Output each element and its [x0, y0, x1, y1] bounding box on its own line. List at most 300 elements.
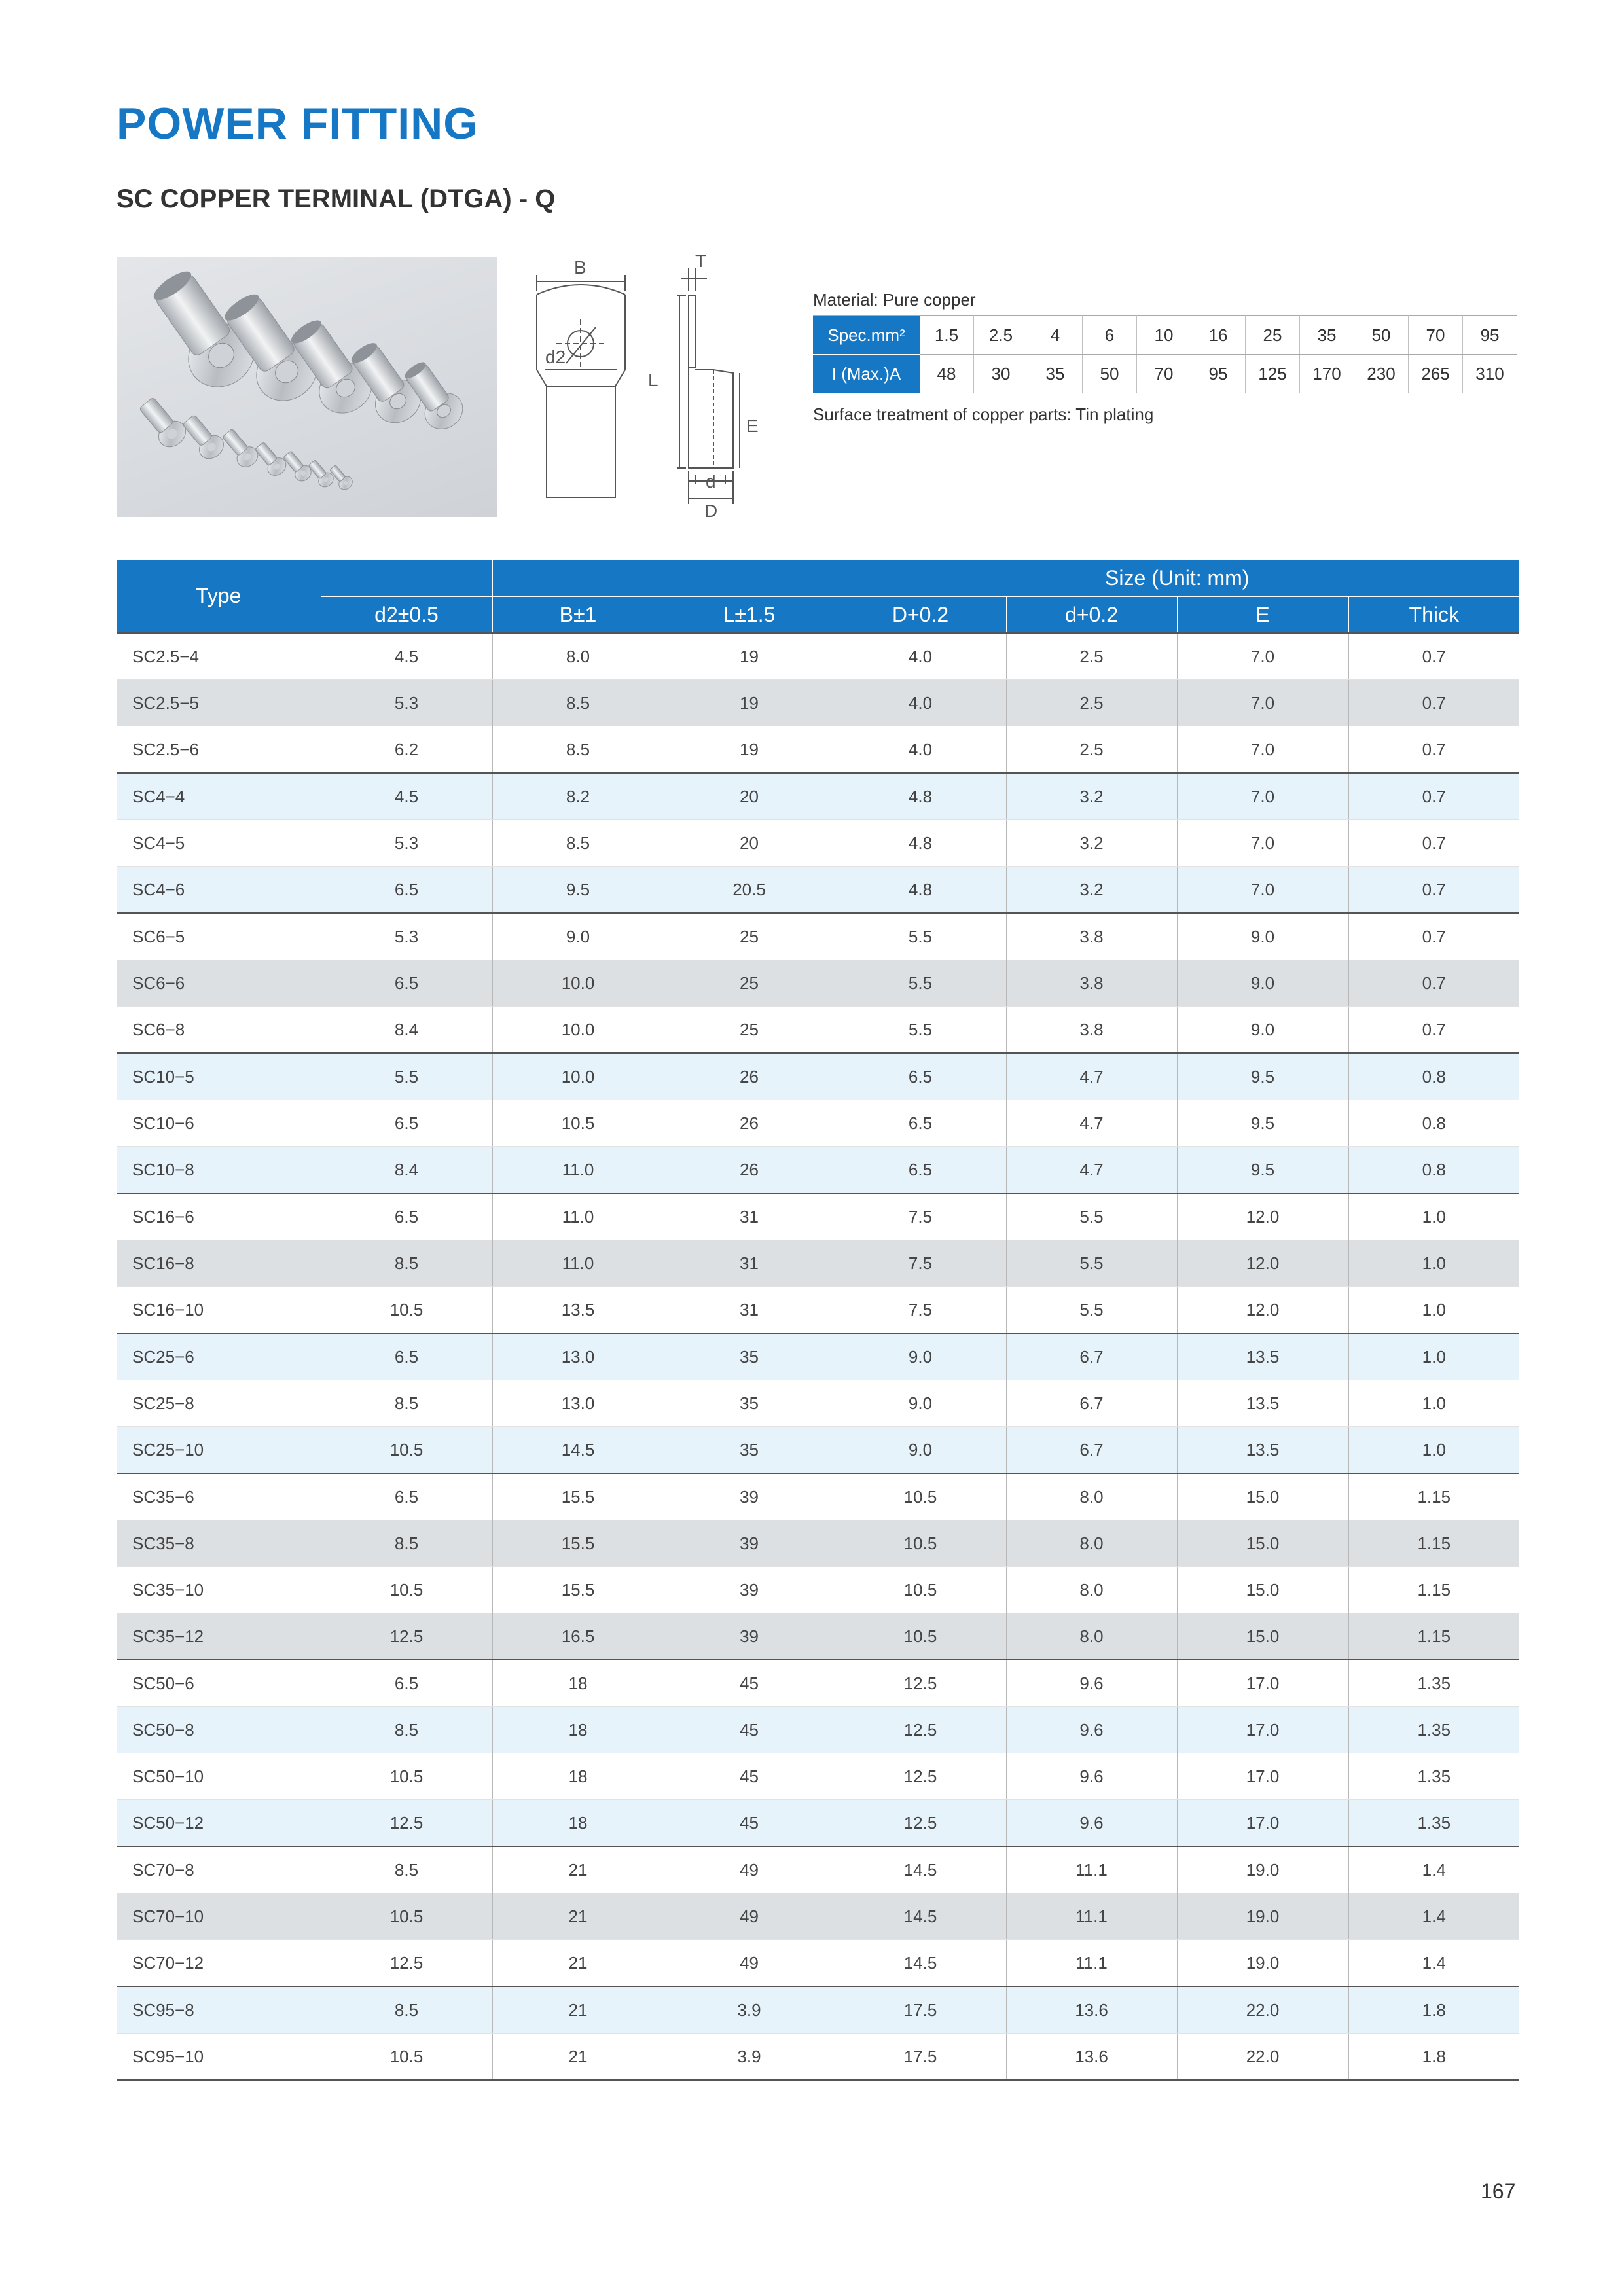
spec-cell: 70: [1409, 316, 1463, 355]
column-header: d+0.2: [1006, 597, 1177, 634]
value-cell: 8.4: [321, 1147, 492, 1194]
value-cell: 14.5: [835, 1940, 1006, 1987]
value-cell: 4.0: [835, 633, 1006, 680]
table-row: [117, 1800, 1519, 1847]
value-cell: 12.0: [1177, 1287, 1348, 1334]
value-cell: 1.35: [1348, 1800, 1519, 1847]
value-cell: 14.5: [492, 1427, 664, 1474]
value-cell: 3.9: [664, 1986, 835, 2034]
value-cell: 7.5: [835, 1193, 1006, 1240]
value-cell: 10.5: [321, 1427, 492, 1474]
value-cell: 39: [664, 1520, 835, 1567]
value-cell: 8.5: [492, 680, 664, 726]
value-cell: 0.7: [1348, 773, 1519, 820]
terminal-dimensions-table: [117, 560, 1519, 2081]
table-row: [117, 1193, 1519, 1240]
column-header: L±1.5: [664, 597, 835, 634]
value-cell: 1.4: [1348, 1846, 1519, 1893]
type-cell: SC6−8: [117, 1007, 321, 1054]
value-cell: 17.0: [1177, 1800, 1348, 1847]
value-cell: 1.8: [1348, 2034, 1519, 2081]
table-row: [117, 1846, 1519, 1893]
value-cell: 13.5: [1177, 1380, 1348, 1427]
value-cell: 21: [492, 2034, 664, 2081]
value-cell: 1.35: [1348, 1753, 1519, 1800]
type-cell: SC50−8: [117, 1707, 321, 1753]
value-cell: 0.7: [1348, 680, 1519, 726]
value-cell: 15.0: [1177, 1473, 1348, 1520]
type-cell: SC4−5: [117, 820, 321, 867]
value-cell: 8.5: [321, 1707, 492, 1753]
value-cell: 5.3: [321, 680, 492, 726]
value-cell: 26: [664, 1147, 835, 1194]
value-cell: 45: [664, 1707, 835, 1753]
column-header: Thick: [1348, 597, 1519, 634]
value-cell: 9.0: [835, 1427, 1006, 1474]
value-cell: 35: [664, 1427, 835, 1474]
value-cell: 9.5: [492, 867, 664, 914]
value-cell: 3.9: [664, 2034, 835, 2081]
table-row: [117, 1473, 1519, 1520]
value-cell: 6.5: [321, 960, 492, 1007]
value-cell: 45: [664, 1660, 835, 1707]
current-cell: 125: [1246, 355, 1300, 393]
page-title: POWER FITTING: [117, 99, 479, 149]
value-cell: 1.0: [1348, 1193, 1519, 1240]
product-photo: [117, 257, 497, 517]
type-header: Type: [117, 560, 321, 633]
value-cell: 0.8: [1348, 1147, 1519, 1194]
table-row: [117, 1893, 1519, 1940]
value-cell: 15.5: [492, 1473, 664, 1520]
current-cell: 310: [1463, 355, 1517, 393]
value-cell: 13.5: [492, 1287, 664, 1334]
value-cell: 9.0: [492, 913, 664, 960]
value-cell: 7.5: [835, 1240, 1006, 1287]
value-cell: 25: [664, 960, 835, 1007]
spec-cell: 6: [1083, 316, 1137, 355]
type-cell: SC70−12: [117, 1940, 321, 1987]
value-cell: 8.5: [321, 1240, 492, 1287]
value-cell: 8.5: [321, 1986, 492, 2034]
table-row: [117, 1427, 1519, 1474]
value-cell: 18: [492, 1800, 664, 1847]
value-cell: 19.0: [1177, 1846, 1348, 1893]
value-cell: 9.6: [1006, 1800, 1177, 1847]
value-cell: 1.0: [1348, 1333, 1519, 1380]
value-cell: 4.5: [321, 633, 492, 680]
dim-label-d2: d2: [545, 347, 566, 367]
value-cell: 4.7: [1006, 1053, 1177, 1100]
value-cell: 12.0: [1177, 1240, 1348, 1287]
spec-cell: 95: [1463, 316, 1517, 355]
current-cell: 70: [1137, 355, 1191, 393]
value-cell: 0.8: [1348, 1053, 1519, 1100]
type-cell: SC70−10: [117, 1893, 321, 1940]
value-cell: 1.35: [1348, 1707, 1519, 1753]
value-cell: 10.5: [835, 1613, 1006, 1660]
table-row: [117, 1707, 1519, 1753]
type-cell: SC50−6: [117, 1660, 321, 1707]
value-cell: 1.0: [1348, 1380, 1519, 1427]
value-cell: 13.6: [1006, 2034, 1177, 2081]
type-cell: SC2.5−4: [117, 633, 321, 680]
value-cell: 15.5: [492, 1520, 664, 1567]
type-cell: SC4−4: [117, 773, 321, 820]
table-row: [117, 1380, 1519, 1427]
type-cell: SC25−10: [117, 1427, 321, 1474]
copper-terminal-lugs-icon: [117, 257, 497, 517]
value-cell: 3.2: [1006, 773, 1177, 820]
value-cell: 18: [492, 1660, 664, 1707]
value-cell: 5.5: [1006, 1240, 1177, 1287]
dim-label-d-large: D: [704, 501, 718, 521]
type-cell: SC16−10: [117, 1287, 321, 1334]
value-cell: 0.7: [1348, 913, 1519, 960]
value-cell: 10.5: [321, 1567, 492, 1613]
value-cell: 19: [664, 633, 835, 680]
value-cell: 15.0: [1177, 1613, 1348, 1660]
value-cell: 8.0: [1006, 1613, 1177, 1660]
value-cell: 19: [664, 726, 835, 774]
type-cell: SC16−6: [117, 1193, 321, 1240]
spec-cell: 35: [1300, 316, 1354, 355]
value-cell: 9.5: [1177, 1147, 1348, 1194]
value-cell: 31: [664, 1240, 835, 1287]
value-cell: 5.5: [835, 913, 1006, 960]
value-cell: 35: [664, 1333, 835, 1380]
value-cell: 0.7: [1348, 820, 1519, 867]
value-cell: 31: [664, 1287, 835, 1334]
value-cell: 12.5: [321, 1613, 492, 1660]
spec-cell: 1.5: [920, 316, 974, 355]
table-row: [117, 1660, 1519, 1707]
value-cell: 8.5: [321, 1846, 492, 1893]
value-cell: 6.5: [321, 1473, 492, 1520]
value-cell: 10.5: [321, 2034, 492, 2081]
value-cell: 35: [664, 1380, 835, 1427]
surface-treatment-note: Surface treatment of copper parts: Tin plating: [813, 404, 1154, 424]
value-cell: 7.0: [1177, 633, 1348, 680]
value-cell: 4.0: [835, 726, 1006, 774]
value-cell: 6.7: [1006, 1333, 1177, 1380]
technical-drawing: [517, 255, 799, 530]
value-cell: 26: [664, 1053, 835, 1100]
value-cell: 20: [664, 773, 835, 820]
type-cell: SC95−10: [117, 2034, 321, 2081]
dim-label-l: L: [648, 370, 659, 390]
value-cell: 9.0: [1177, 1007, 1348, 1054]
value-cell: 17.0: [1177, 1753, 1348, 1800]
value-cell: 6.5: [321, 1333, 492, 1380]
value-cell: 10.0: [492, 960, 664, 1007]
value-cell: 6.7: [1006, 1380, 1177, 1427]
value-cell: 3.2: [1006, 820, 1177, 867]
table-row: [117, 1520, 1519, 1567]
value-cell: 0.7: [1348, 1007, 1519, 1054]
value-cell: 15.0: [1177, 1520, 1348, 1567]
value-cell: 25: [664, 913, 835, 960]
value-cell: 25: [664, 1007, 835, 1054]
value-cell: 31: [664, 1193, 835, 1240]
value-cell: 12.5: [321, 1940, 492, 1987]
current-cell: 230: [1354, 355, 1409, 393]
type-cell: SC10−5: [117, 1053, 321, 1100]
value-cell: 10.0: [492, 1007, 664, 1054]
value-cell: 6.7: [1006, 1427, 1177, 1474]
value-cell: 6.5: [835, 1147, 1006, 1194]
value-cell: 3.8: [1006, 1007, 1177, 1054]
value-cell: 17.0: [1177, 1660, 1348, 1707]
table-row: [117, 1287, 1519, 1334]
spec-row-label: Spec.mm²: [813, 316, 920, 355]
value-cell: 3.8: [1006, 960, 1177, 1007]
value-cell: 15.5: [492, 1567, 664, 1613]
dim-label-d-small: d: [706, 471, 716, 492]
table-row: [117, 867, 1519, 914]
value-cell: 26: [664, 1100, 835, 1147]
spec-cell: 10: [1137, 316, 1191, 355]
type-cell: SC25−8: [117, 1380, 321, 1427]
value-cell: 5.3: [321, 820, 492, 867]
column-header: B±1: [492, 597, 664, 634]
value-cell: 3.2: [1006, 867, 1177, 914]
value-cell: 14.5: [835, 1846, 1006, 1893]
value-cell: 8.0: [1006, 1567, 1177, 1613]
type-cell: SC2.5−5: [117, 680, 321, 726]
column-header: d2±0.5: [321, 597, 492, 634]
value-cell: 9.0: [835, 1380, 1006, 1427]
table-row: [117, 1100, 1519, 1147]
column-header: D+0.2: [835, 597, 1006, 634]
value-cell: 4.8: [835, 820, 1006, 867]
current-cell: 50: [1083, 355, 1137, 393]
value-cell: 8.0: [1006, 1473, 1177, 1520]
value-cell: 0.7: [1348, 726, 1519, 774]
value-cell: 5.5: [1006, 1287, 1177, 1334]
value-cell: 18: [492, 1707, 664, 1753]
value-cell: 8.5: [321, 1380, 492, 1427]
value-cell: 12.0: [1177, 1193, 1348, 1240]
spec-cell: 2.5: [974, 316, 1028, 355]
value-cell: 9.0: [835, 1333, 1006, 1380]
value-cell: 9.6: [1006, 1707, 1177, 1753]
value-cell: 20.5: [664, 867, 835, 914]
value-cell: 16.5: [492, 1613, 664, 1660]
table-body: [117, 633, 1519, 2080]
value-cell: 5.3: [321, 913, 492, 960]
value-cell: 1.4: [1348, 1893, 1519, 1940]
value-cell: 5.5: [1006, 1193, 1177, 1240]
table-row: [117, 1147, 1519, 1194]
value-cell: 1.15: [1348, 1520, 1519, 1567]
current-cell: 48: [920, 355, 974, 393]
value-cell: 14.5: [835, 1893, 1006, 1940]
type-cell: SC50−12: [117, 1800, 321, 1847]
value-cell: 4.7: [1006, 1147, 1177, 1194]
value-cell: 0.7: [1348, 867, 1519, 914]
type-cell: SC6−6: [117, 960, 321, 1007]
value-cell: 13.5: [1177, 1427, 1348, 1474]
column-header: E: [1177, 597, 1348, 634]
value-cell: 10.5: [321, 1287, 492, 1334]
value-cell: 1.15: [1348, 1613, 1519, 1660]
product-subtitle: SC COPPER TERMINAL (DTGA) - Q: [117, 185, 556, 213]
value-cell: 1.0: [1348, 1240, 1519, 1287]
value-cell: 39: [664, 1567, 835, 1613]
value-cell: 6.5: [321, 1100, 492, 1147]
value-cell: 4.8: [835, 867, 1006, 914]
value-cell: 10.5: [835, 1473, 1006, 1520]
value-cell: 5.5: [835, 960, 1006, 1007]
value-cell: 17.0: [1177, 1707, 1348, 1753]
table-row: [117, 1986, 1519, 2034]
type-cell: SC35−10: [117, 1567, 321, 1613]
table-row: [117, 1333, 1519, 1380]
value-cell: 18: [492, 1753, 664, 1800]
value-cell: 10.5: [835, 1567, 1006, 1613]
value-cell: 9.6: [1006, 1660, 1177, 1707]
value-cell: 9.5: [1177, 1100, 1348, 1147]
value-cell: 3.8: [1006, 913, 1177, 960]
value-cell: 45: [664, 1753, 835, 1800]
table-row: [117, 773, 1519, 820]
value-cell: 1.8: [1348, 1986, 1519, 2034]
value-cell: 19.0: [1177, 1893, 1348, 1940]
spec-cell: 16: [1191, 316, 1246, 355]
value-cell: 11.1: [1006, 1893, 1177, 1940]
value-cell: 8.4: [321, 1007, 492, 1054]
value-cell: 9.5: [1177, 1053, 1348, 1100]
value-cell: 8.0: [1006, 1520, 1177, 1567]
value-cell: 7.0: [1177, 773, 1348, 820]
type-cell: SC95−8: [117, 1986, 321, 2034]
value-cell: 5.5: [321, 1053, 492, 1100]
value-cell: 6.2: [321, 726, 492, 774]
value-cell: 7.0: [1177, 820, 1348, 867]
table-row: [117, 1240, 1519, 1287]
dim-label-t: T: [695, 255, 707, 271]
type-cell: SC70−8: [117, 1846, 321, 1893]
value-cell: 8.5: [492, 726, 664, 774]
page-number: 167: [1481, 2179, 1516, 2203]
value-cell: 12.5: [321, 1800, 492, 1847]
type-cell: SC10−8: [117, 1147, 321, 1194]
value-cell: 12.5: [835, 1800, 1006, 1847]
table-row: [117, 960, 1519, 1007]
value-cell: 7.0: [1177, 680, 1348, 726]
type-cell: SC35−8: [117, 1520, 321, 1567]
value-cell: 6.5: [321, 1193, 492, 1240]
value-cell: 0.8: [1348, 1100, 1519, 1147]
type-cell: SC35−12: [117, 1613, 321, 1660]
value-cell: 10.5: [492, 1100, 664, 1147]
value-cell: 2.5: [1006, 633, 1177, 680]
value-cell: 49: [664, 1846, 835, 1893]
value-cell: 13.6: [1006, 1986, 1177, 2034]
value-cell: 21: [492, 1986, 664, 2034]
value-cell: 10.5: [835, 1520, 1006, 1567]
table-row: [117, 913, 1519, 960]
value-cell: 6.5: [321, 867, 492, 914]
table-row: [117, 680, 1519, 726]
value-cell: 11.1: [1006, 1940, 1177, 1987]
value-cell: 21: [492, 1940, 664, 1987]
value-cell: 1.4: [1348, 1940, 1519, 1987]
value-cell: 1.15: [1348, 1473, 1519, 1520]
value-cell: 10.0: [492, 1053, 664, 1100]
value-cell: 6.5: [321, 1660, 492, 1707]
table-row: [117, 1567, 1519, 1613]
dim-label-e: E: [746, 416, 759, 436]
type-cell: SC4−6: [117, 867, 321, 914]
value-cell: 20: [664, 820, 835, 867]
value-cell: 22.0: [1177, 2034, 1348, 2081]
value-cell: 15.0: [1177, 1567, 1348, 1613]
spec-current-table: [813, 315, 1517, 393]
value-cell: 49: [664, 1893, 835, 1940]
current-cell: 265: [1409, 355, 1463, 393]
value-cell: 17.5: [835, 2034, 1006, 2081]
table-row: [117, 726, 1519, 774]
dim-label-b: B: [574, 257, 586, 278]
table-row: [117, 1940, 1519, 1987]
value-cell: 49: [664, 1940, 835, 1987]
value-cell: 8.0: [492, 633, 664, 680]
table-row: [117, 820, 1519, 867]
current-cell: 95: [1191, 355, 1246, 393]
value-cell: 11.0: [492, 1193, 664, 1240]
value-cell: 11.0: [492, 1147, 664, 1194]
value-cell: 22.0: [1177, 1986, 1348, 2034]
current-cell: 170: [1300, 355, 1354, 393]
value-cell: 4.7: [1006, 1100, 1177, 1147]
value-cell: 2.5: [1006, 680, 1177, 726]
value-cell: 6.5: [835, 1100, 1006, 1147]
value-cell: 10.5: [321, 1893, 492, 1940]
value-cell: 4.5: [321, 773, 492, 820]
value-cell: 19: [664, 680, 835, 726]
value-cell: 1.0: [1348, 1287, 1519, 1334]
table-row: [117, 2034, 1519, 2081]
size-header: Size (Unit: mm): [835, 560, 1519, 597]
value-cell: 39: [664, 1473, 835, 1520]
value-cell: 12.5: [835, 1660, 1006, 1707]
table-row: [117, 1053, 1519, 1100]
value-cell: 13.0: [492, 1333, 664, 1380]
value-cell: 0.7: [1348, 960, 1519, 1007]
value-cell: 12.5: [835, 1753, 1006, 1800]
table-row: [117, 633, 1519, 680]
current-cell: 35: [1028, 355, 1083, 393]
value-cell: 39: [664, 1613, 835, 1660]
value-cell: 13.5: [1177, 1333, 1348, 1380]
spec-cell: 50: [1354, 316, 1409, 355]
value-cell: 17.5: [835, 1986, 1006, 2034]
value-cell: 7.5: [835, 1287, 1006, 1334]
value-cell: 21: [492, 1846, 664, 1893]
current-row: [813, 355, 1517, 393]
value-cell: 21: [492, 1893, 664, 1940]
value-cell: 7.0: [1177, 867, 1348, 914]
value-cell: 4.8: [835, 773, 1006, 820]
value-cell: 5.5: [835, 1007, 1006, 1054]
value-cell: 1.35: [1348, 1660, 1519, 1707]
value-cell: 12.5: [835, 1707, 1006, 1753]
spec-row: [813, 316, 1517, 355]
value-cell: 4.0: [835, 680, 1006, 726]
value-cell: 8.5: [321, 1520, 492, 1567]
